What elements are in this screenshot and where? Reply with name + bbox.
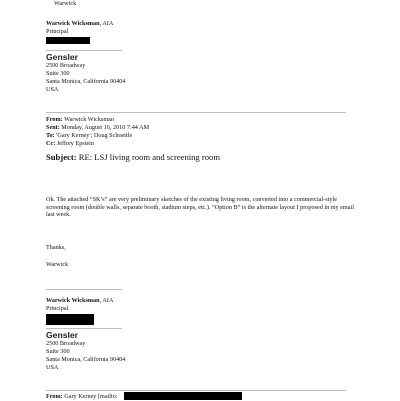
header-sent xyxy=(46,124,149,132)
sent-label: Sent: xyxy=(46,124,60,131)
signature-title: Principal xyxy=(46,28,69,35)
body-signoff: Warwick xyxy=(46,261,69,268)
address-line: Suite 300 xyxy=(46,70,70,77)
address-line: Santa Monica, California 90404 xyxy=(46,78,126,85)
signature-name xyxy=(46,297,113,305)
header-cc xyxy=(46,140,94,148)
signature-credential: , AIA xyxy=(99,20,114,27)
signature-title: Principal xyxy=(46,305,69,312)
signature-divider xyxy=(46,289,122,290)
subject-label: Subject: xyxy=(46,152,77,162)
address-line: 2500 Broadway xyxy=(46,62,86,69)
header-from xyxy=(46,393,118,401)
body-closing: Thanks, xyxy=(46,244,66,251)
redaction-box xyxy=(46,314,94,325)
from-value: Warwick Wicksman xyxy=(62,116,114,123)
to-value: 'Gary Kerney'; Doug Schoettle xyxy=(54,132,133,139)
signature-divider xyxy=(46,328,122,329)
address-line: USA xyxy=(46,364,59,371)
signature-divider xyxy=(46,50,122,51)
sent-value: Monday, August 16, 2010 7:44 AM xyxy=(59,124,150,131)
company-logo-text: Gensler xyxy=(46,52,79,62)
header-to xyxy=(46,132,132,140)
from-value: Gary Kerney [mailto: xyxy=(62,393,118,400)
company-logo-text: Gensler xyxy=(46,330,79,340)
address-line: Santa Monica, California 90404 xyxy=(46,356,126,363)
address-line: USA xyxy=(46,86,59,93)
signature-name xyxy=(46,20,113,28)
email-subject xyxy=(46,152,220,162)
from-label: From: xyxy=(46,393,63,400)
address-line: Suite 300 xyxy=(46,348,70,355)
header-separator xyxy=(46,390,346,391)
body-paragraph: Ok. The attached “SK’s” are very preliminary sketches of the existing living room, converted into a commercial-style screening room (double walls, separate booth, stadium steps, etc.). “Option B” is the alternate layout I proposed in my email last week. xyxy=(46,196,354,219)
top-signoff: Warwick xyxy=(54,0,77,7)
address-line: 2500 Broadway xyxy=(46,340,86,347)
redaction-box xyxy=(46,37,90,44)
signature-name-bold: Warwick Wicksman xyxy=(46,297,100,304)
signature-name-bold: Warwick Wicksman xyxy=(46,20,100,27)
cc-label: Cc: xyxy=(46,140,56,147)
to-label: To: xyxy=(46,132,55,139)
from-label: From: xyxy=(46,116,63,123)
header-separator xyxy=(46,112,346,113)
signature-credential: , AIA xyxy=(99,297,114,304)
cc-value: Jeffrey Epstein xyxy=(55,140,94,147)
subject-value: RE: LSJ living room and screening room xyxy=(76,152,221,162)
header-from xyxy=(46,116,114,124)
redaction-box xyxy=(124,392,242,400)
